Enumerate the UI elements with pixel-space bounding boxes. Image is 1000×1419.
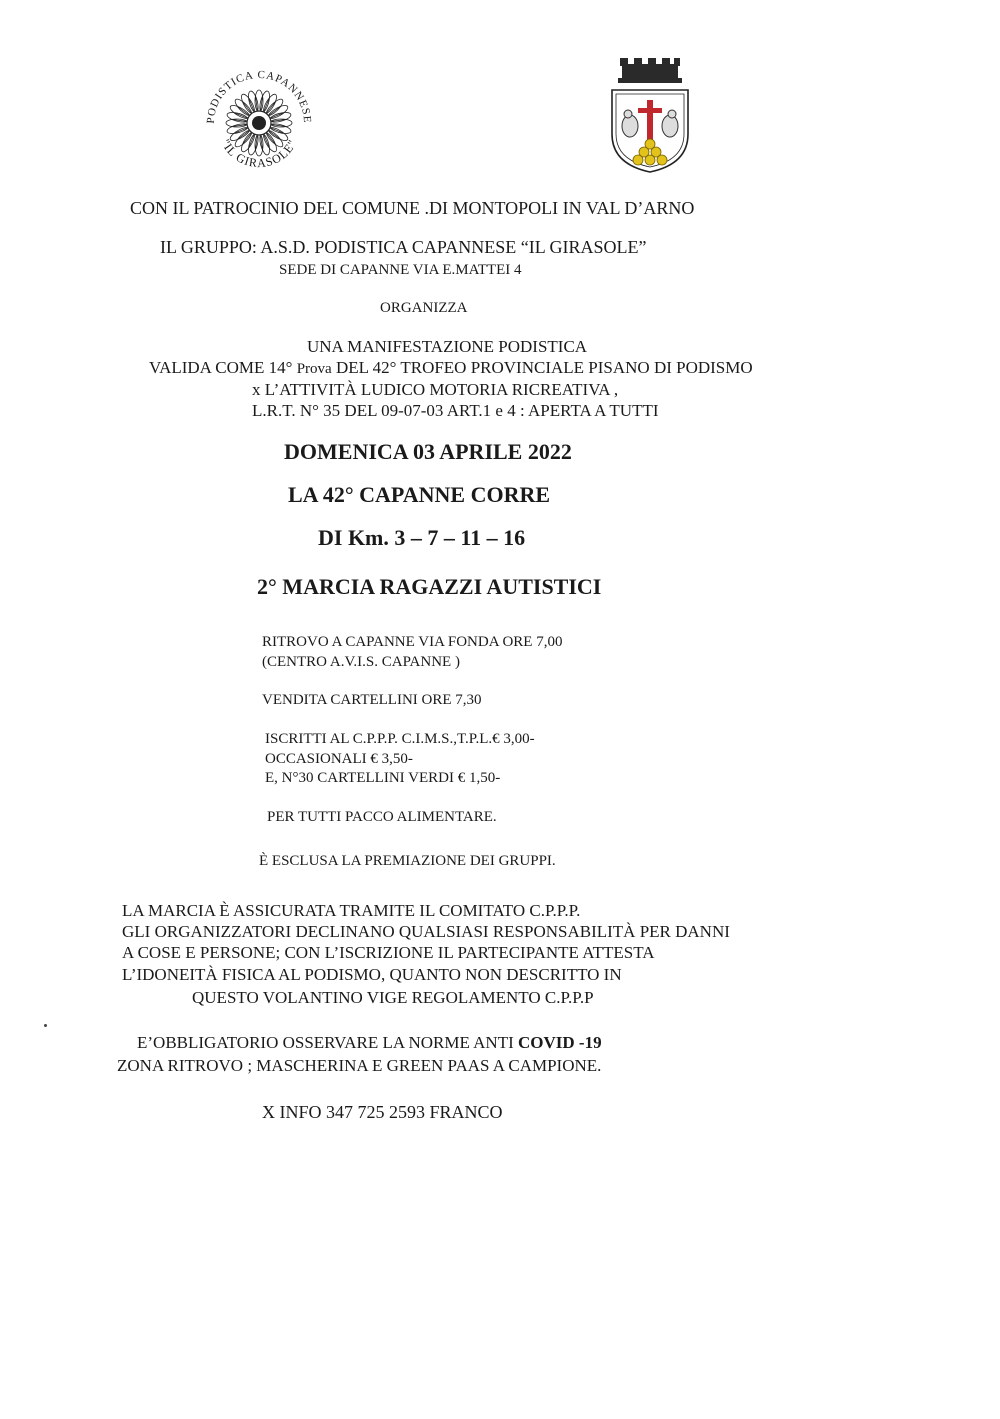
girasole-logo <box>196 60 322 186</box>
covid-line-1: E’OBBLIGATORIO OSSERVARE LA NORME ANTI COVID -19 <box>137 1033 602 1052</box>
organizes-line: ORGANIZZA <box>380 300 468 316</box>
event-line-4: L.R.T. N° 35 DEL 09-07-03 ART.1 e 4 : APERTA A TUTTI <box>252 401 659 420</box>
sunflower-vein <box>271 112 285 118</box>
patronage-line: CON IL PATROCINIO DEL COMUNE .DI MONTOPOLI IN VAL D’ARNO <box>130 198 695 218</box>
insurance-line-5: QUESTO VOLANTINO VIGE REGOLAMENTO C.P.P.P <box>192 988 594 1007</box>
svg-text:"IL GIRASOLE" <box>218 137 299 170</box>
sunflower-vein <box>233 128 247 134</box>
insurance-line-2: GLI ORGANIZZATORI DECLINANO QUALSIASI RESPONSABILITÀ PER DANNI <box>122 922 730 941</box>
fee-line-2: OCCASIONALI € 3,50- <box>265 751 413 767</box>
fee-line-1: ISCRITTI AL C.P.P.P. C.I.M.S.,T.P.L.€ 3,00- <box>265 731 535 747</box>
contact-line: X INFO 347 725 2593 FRANCO <box>262 1102 503 1122</box>
scan-speck <box>44 1024 47 1027</box>
event-distances: DI Km. 3 – 7 – 11 – 16 <box>318 525 526 550</box>
insurance-line-1: LA MARCIA È ASSICURATA TRAMITE IL COMITATO C.P.P.P. <box>122 901 581 920</box>
sale-line: VENDITA CARTELLINI ORE 7,30 <box>262 692 482 708</box>
meeting-line: RITROVO A CAPANNE VIA FONDA ORE 7,00 <box>262 634 563 650</box>
logo-text-top: PODISTICA CAPANNESE <box>204 68 314 124</box>
sunflower-vein <box>264 135 270 149</box>
fee-line-3: E, N°30 CARTELLINI VERDI € 1,50- <box>265 770 501 786</box>
sunflower-vein <box>271 128 285 134</box>
event-title: LA 42° CAPANNE CORRE <box>288 482 551 507</box>
sunflower-vein <box>264 97 270 111</box>
sunflower-vein <box>248 135 254 149</box>
coat-of-arms <box>602 56 698 176</box>
insurance-line-4: L’IDONEITÀ FISICA AL PODISMO, QUANTO NON DESCRITTO IN <box>122 965 622 984</box>
seat-line: SEDE DI CAPANNE VIA E.MATTEI 4 <box>279 262 522 278</box>
group-line: IL GRUPPO: A.S.D. PODISTICA CAPANNESE “IL GIRASOLE” <box>160 237 647 257</box>
march-title: 2° MARCIA RAGAZZI AUTISTICI <box>257 574 602 599</box>
covid-line-2: ZONA RITROVO ; MASCHERINA E GREEN PAAS A CAMPIONE. <box>117 1056 602 1075</box>
event-line-2: VALIDA COME 14° Prova DEL 42° TROFEO PROVINCIALE PISANO DI PODISMO <box>149 358 753 377</box>
event-line-1: UNA MANIFESTAZIONE PODISTICA <box>307 337 588 356</box>
no-awards-line: È ESCLUSA LA PREMIAZIONE DEI GRUPPI. <box>259 853 556 869</box>
package-line: PER TUTTI PACCO ALIMENTARE. <box>267 809 497 825</box>
meeting-place-line: (CENTRO A.V.I.S. CAPANNE ) <box>262 654 460 670</box>
event-line-3: x L’ATTIVITÀ LUDICO MOTORIA RICREATIVA , <box>252 380 619 399</box>
insurance-line-3: A COSE E PERSONE; CON L’ISCRIZIONE IL PARTECIPANTE ATTESTA <box>122 943 655 962</box>
sunflower-vein <box>248 97 254 111</box>
sunflower-vein <box>233 112 247 118</box>
event-date: DOMENICA 03 APRILE 2022 <box>284 439 572 464</box>
logo-text-bottom: "IL GIRASOLE" <box>218 136 300 171</box>
